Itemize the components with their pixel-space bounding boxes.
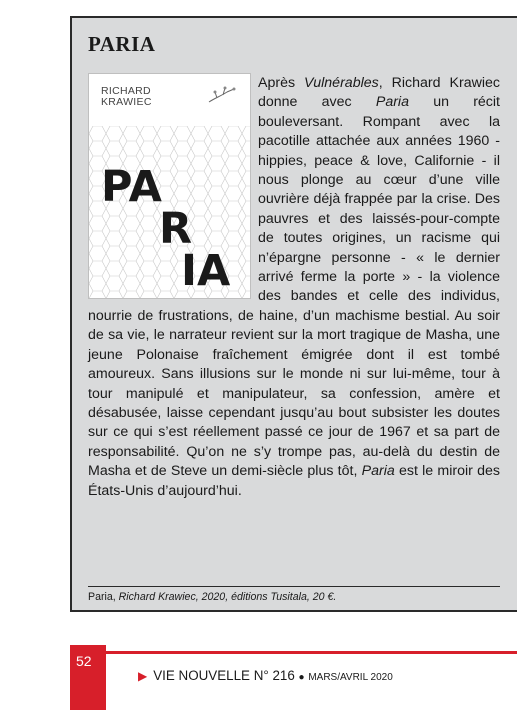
cover-author: RICHARD KRAWIEC <box>101 85 152 108</box>
page-number-tab <box>70 645 106 710</box>
cover-title-ia: IA <box>181 246 231 296</box>
page-number: 52 <box>76 653 92 669</box>
book-credit: Paria, Richard Krawiec, 2020, éditions Tusitala, 20 €. <box>88 591 337 603</box>
book-review-box <box>70 16 517 612</box>
magazine-name: VIE NOUVELLE N° 216 <box>153 668 295 683</box>
review-body-text: Après Vulnérables, Richard Krawiec donne avec Paria un récit bouleversant. Rompant avec la pacotille attachée aux années 1960 - hippies, peace & love, Californie - il nous plonge au cœur d’une ville ouvrière déjà frappée par la crise. Des pauvres et des laissés-pour-compte de toutes origines, un racisme qui n’épargne personne - « le dernier arrivé ferme la porte » - la violence des bandes et celle des individus, nourrie de frustrations, de haine, d’un machisme bestial. Au soir de sa vie, le narrateur revient sur la mort tragique de Masha, une jeune Polonaise fraîchement émigrée dont il est tombé amoureux. Sans illusions sur le monde ni sur lui-même, tour à tour manipulé et manipulateur, sa confession, amère et désabusée, laisse cependant jusqu’au bout subsister les doutes sur ce qui s’est réellement passé ce jour de 1967 et sa part de responsabilité. Qu’on ne s’y trompe pas, au-delà du destin de Masha et de Steve un demi-siècle plus tôt, Paria est le miroir des États-Unis d’aujourd’hui. <box>88 75 500 499</box>
cover-title-pa: PA <box>101 162 162 212</box>
divider-rule <box>88 586 500 587</box>
cover-title-r: R <box>159 204 193 254</box>
bullet-icon: ● <box>298 672 305 683</box>
issue-date: MARS/AVRIL 2020 <box>308 672 393 683</box>
triangle-arrow-icon: ▶ <box>138 669 148 683</box>
footer-red-rule <box>106 651 517 654</box>
review-title: PARIA <box>88 32 156 56</box>
magazine-footer <box>138 668 393 683</box>
